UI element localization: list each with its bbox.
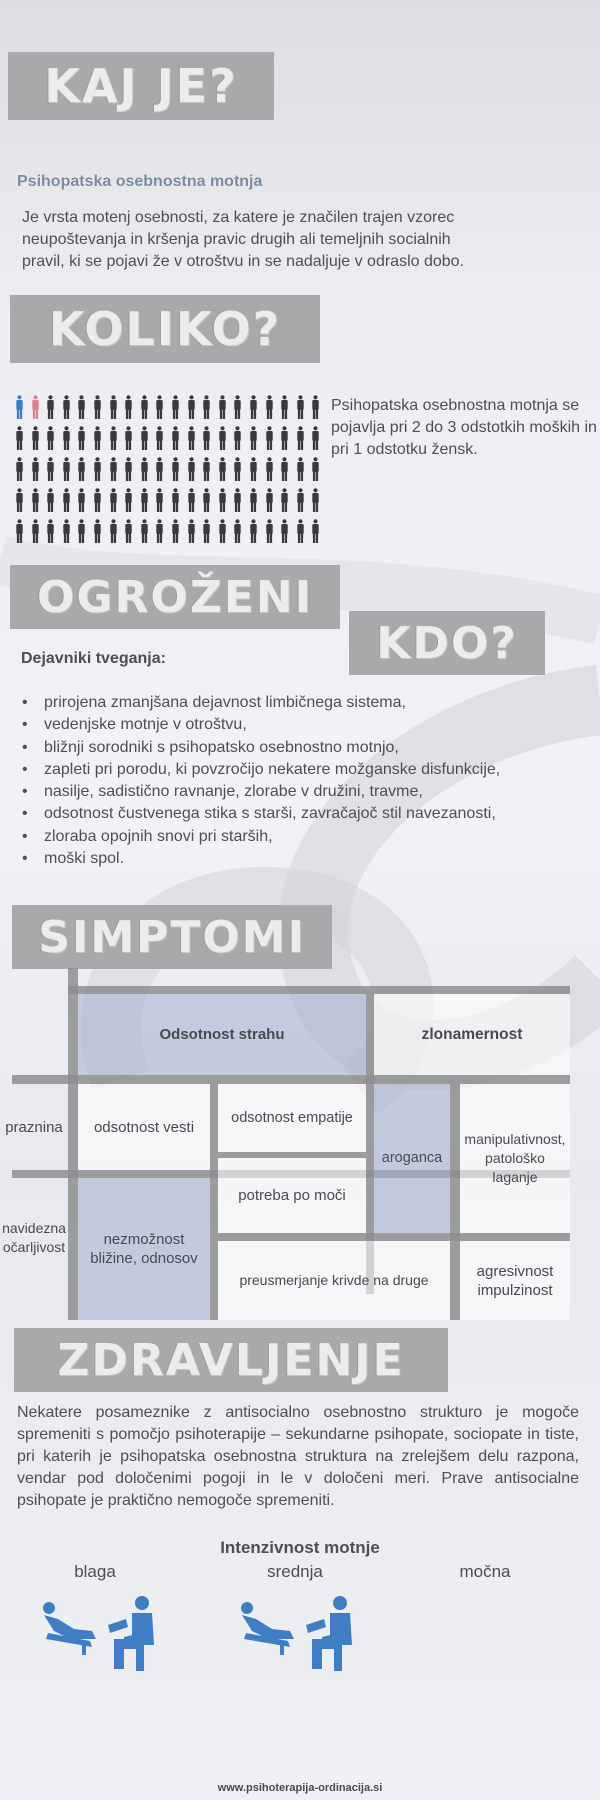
person-icon [281,426,288,450]
person-icon [266,457,273,481]
heading-ogrozeni: OGROŽENI [10,565,340,629]
person-icon [312,395,319,419]
person-icon [156,426,163,450]
person-icon [63,426,70,450]
risk-item: • bližnji sorodniki s psihopatsko osebnostno motnjo, [20,737,500,759]
person-icon [141,488,148,512]
grid-line [210,1084,218,1320]
person-icon [297,457,304,481]
symptom-power-need: potreba po moči [218,1158,366,1233]
symptom-fearless: Odsotnost strahu [78,994,366,1075]
person-icon [266,395,273,419]
person-icon [312,519,319,543]
person-icon [16,426,23,450]
symptom-emptiness: praznina [5,1118,63,1136]
person-icon [32,426,39,450]
person-icon [203,488,210,512]
person-icon [94,426,101,450]
risk-factors-list [20,692,500,870]
risk-item: • moški spol. [20,848,500,870]
treatment-text: Nekatere posameznike z antisocialno osebnostno strukturo je mogoče spremeniti s pomočjo psihoterapije – sekundarne psihopate, sociopate in tiste, pri katerih je psihopatska osebnostna struktura na zrelejšem delu razpona, vendar pod določenimi pogoji in le v določeni meri. Prave antisocialne psihopate je praktično nemogoče spremeniti. [17,1404,579,1509]
person-icon [63,457,70,481]
person-icon [78,488,85,512]
person-icon [188,519,195,543]
symptom-superficial-charm: navidezna očarljivost [2,1220,66,1255]
person-icon [203,519,210,543]
person-icon [250,426,257,450]
person-icon [110,395,117,419]
intensity-title: Intenzivnost motnje [220,1538,380,1557]
prevalence-people-grid [16,395,328,545]
person-icon [125,395,132,419]
symptom-manipulative: manipulativnost, patološko laganje [460,1084,570,1233]
person-icon [172,395,179,419]
person-icon [234,395,241,419]
person-icon [312,457,319,481]
person-icon [281,395,288,419]
risk-item: • nasilje, sadistično ravnanje, zlorabe v družini, travme, [20,781,500,803]
intensity-level-strong: močna [459,1562,511,1581]
person-icon [297,426,304,450]
person-icon [250,488,257,512]
person-icon [266,488,273,512]
person-icon [312,426,319,450]
grid-line [68,986,570,994]
symptoms-grid [0,968,600,1328]
person-icon [78,426,85,450]
person-icon [172,519,179,543]
person-icon [141,519,148,543]
heading-zdravljenje: ZDRAVLJENJE [14,1328,448,1392]
person-icon [47,519,54,543]
person-icon [219,426,226,450]
person-icon [203,426,210,450]
heading-kdo: KDO? [349,611,545,675]
person-icon [219,395,226,419]
risk-item: • prirojena zmanjšana dejavnost limbičnega sistema, [20,692,500,714]
person-icon [47,457,54,481]
therapy-session-icon [40,1595,160,1675]
person-icon [250,395,257,419]
person-icon [266,426,273,450]
person-icon [16,395,23,419]
person-icon [32,395,39,419]
person-icon [188,488,195,512]
person-icon [141,395,148,419]
person-icon [78,457,85,481]
symptom-malicious: zlonamernost [374,994,570,1075]
grid-line [450,1084,460,1320]
person-icon [125,457,132,481]
risk-item: • odsotnost čustvenega stika s starši, zavračajoč stil navezanosti, [20,803,500,825]
person-icon [63,519,70,543]
person-icon [188,426,195,450]
person-icon [281,457,288,481]
person-icon [125,426,132,450]
person-icon [172,488,179,512]
person-icon [203,457,210,481]
person-icon [234,426,241,450]
heading-kaj-je: KAJ JE? [8,52,274,120]
symptom-no-empathy: odsotnost empatije [218,1084,366,1152]
person-icon [234,488,241,512]
person-icon [110,426,117,450]
subtitle-psychopathic-disorder: Psihopatska osebnostna motnja [17,173,263,190]
person-icon [297,395,304,419]
person-icon [172,426,179,450]
person-icon [125,519,132,543]
person-icon [110,519,117,543]
intensity-level-medium: srednja [267,1562,323,1581]
person-icon [188,395,195,419]
person-icon [281,519,288,543]
person-icon [141,457,148,481]
person-icon [172,457,179,481]
heading-simptomi: SIMPTOMI [12,905,332,969]
person-icon [110,457,117,481]
person-icon [63,395,70,419]
person-icon [234,457,241,481]
person-icon [47,395,54,419]
risk-factors-title: Dejavniki tveganja: [21,650,166,667]
person-icon [47,488,54,512]
intensity-level-mild: blaga [74,1562,116,1581]
person-icon [156,488,163,512]
person-icon [32,488,39,512]
symptom-blame-shifting: preusmerjanje krivde na druge [218,1241,450,1320]
prevalence-text: Psihopatska osebnostna motnja se pojavlja pri 2 do 3 odstotkih moških in pri 1 odstotku žensk. [331,397,597,458]
person-icon [78,395,85,419]
person-icon [78,519,85,543]
person-icon [94,457,101,481]
person-icon [250,519,257,543]
person-icon [219,457,226,481]
symptom-no-conscience: odsotnost vesti [78,1084,210,1170]
person-icon [312,488,319,512]
footer-url[interactable]: www.psihoterapija-ordinacija.si [217,1782,383,1794]
person-icon [188,457,195,481]
grid-line [68,968,78,1320]
person-icon [250,457,257,481]
risk-item: • zloraba opojnih snovi pri starših, [20,826,500,848]
person-icon [63,488,70,512]
person-icon [266,519,273,543]
person-icon [16,519,23,543]
person-icon [203,395,210,419]
person-icon [281,488,288,512]
person-icon [156,457,163,481]
person-icon [94,519,101,543]
symptom-arrogance: aroganca [374,1084,450,1233]
person-icon [156,395,163,419]
person-icon [141,426,148,450]
symptom-no-intimacy: nezmožnost bližine, odnosov [78,1178,210,1320]
person-icon [16,457,23,481]
person-icon [219,519,226,543]
person-icon [156,519,163,543]
person-icon [94,395,101,419]
person-icon [16,488,23,512]
person-icon [125,488,132,512]
person-icon [94,488,101,512]
symptom-aggression: agresivnost impulzinost [460,1241,570,1320]
person-icon [32,519,39,543]
heading-koliko: KOLIKO? [10,295,320,363]
person-icon [297,519,304,543]
grid-line [218,1233,570,1241]
person-icon [219,488,226,512]
person-icon [297,488,304,512]
risk-item: • zapleti pri porodu, ki povzročijo nekatere možganske disfunkcije, [20,759,500,781]
person-icon [32,457,39,481]
therapy-session-icon [238,1595,358,1675]
grid-line [12,1075,570,1084]
risk-item: • vedenjske motnje v otroštvu, [20,714,500,736]
person-icon [110,488,117,512]
definition-text: Je vrsta motenj osebnosti, za katere je značilen trajen vzorec neupoštevanja in kršenja pravic drugih ali temeljnih socialnih pravil, ki se pojavi že v otroštvu in se nadaljuje v odraslo dobo. [22,209,465,270]
person-icon [234,519,241,543]
person-icon [47,426,54,450]
